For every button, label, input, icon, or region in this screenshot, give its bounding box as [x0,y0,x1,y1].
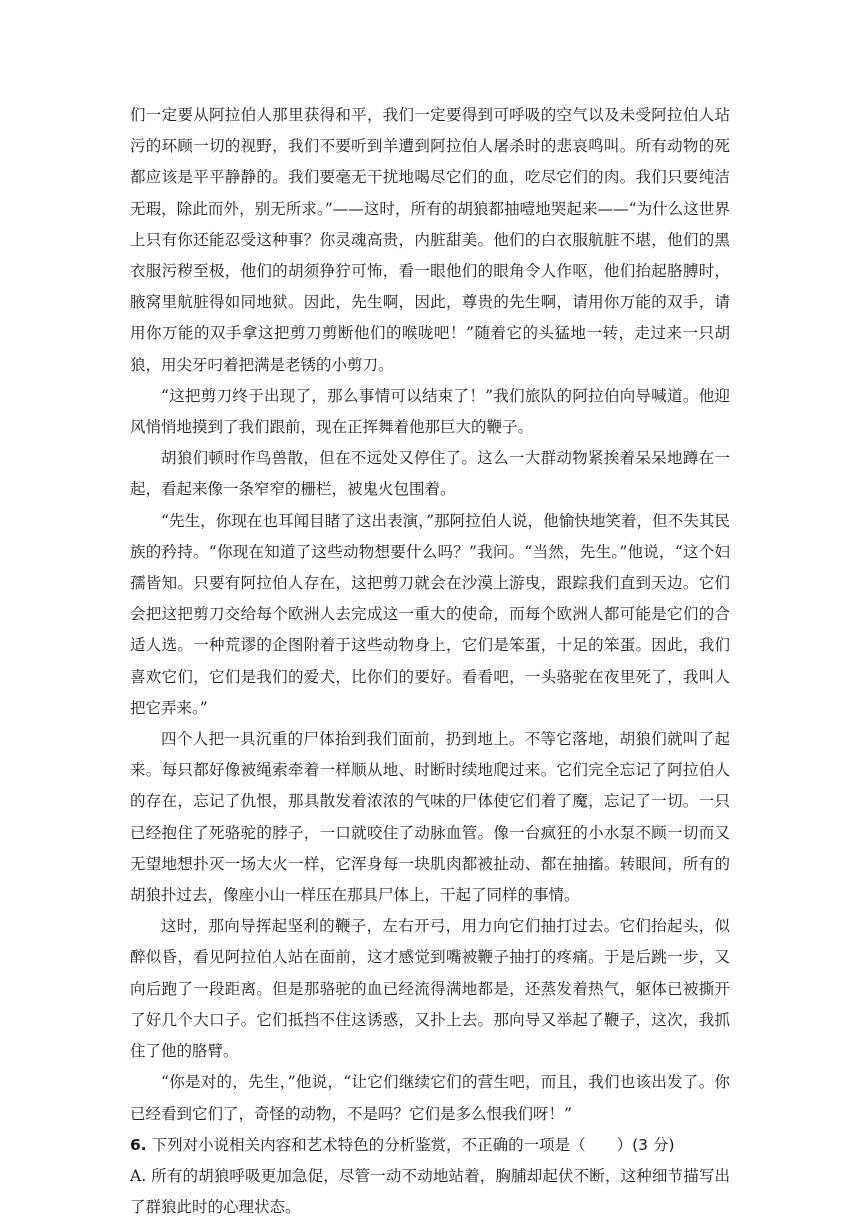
passage-paragraph: 四个人把一具沉重的尸体抬到我们面前，扔到地上。不等它落地，胡狼们就叫了起来。每只都好像被绳索牵着一样顺从地、时断时续地爬过来。它们完全忘记了阿拉伯人的存在，忘记了仇恨，那具散发着浓浓的气味的尸体使它们着了魔，忘记了一切。一只已经抱住了死骆驼的脖子，一口就咬住了动脉血管。像一台疯狂的小水泵不顾一切而又无望地想扑灭一场大火一样，它浑身每一块肌肉都被扯动、都在抽搐。转眼间，所有的胡狼扑过去，像座小山一样压在那具尸体上，干起了同样的事情。 [130,730,730,905]
answer-option-a: A. 所有的胡狼呼吸更加急促，尽管一动不动地站着，胸脯却起伏不断，这种细节描写出了群狼此时的心理状态。 [130,1166,730,1217]
passage-paragraph: 们一定要从阿拉伯人那里获得和平，我们一定要得到可呼吸的空气以及未受阿拉伯人玷污的环顾一切的视野，我们不要听到羊遭到阿拉伯人屠杀时的悲哀鸣叫。所有动物的死都应该是平平静静的。我们要毫无干扰地喝尽它们的血，吃尽它们的肉。我们只要纯洁无瑕，除此而外，别无所求。”——这时，所有的胡狼都抽噎地哭起来——“为什么这世界上只有你还能忍受这种事？你灵魂高贵，内脏甜美。他们的白衣服航脏不堪，他们的黑衣服污秽至极，他们的胡须狰狞可怖，看一眼他们的眼角令人作呕，他们抬起胳膊时，腋窝里航脏得如同地狱。因此，先生啊，因此，尊贵的先生啊，请用你万能的双手，请用你万能的双手拿这把剪刀剪断他们的喉咙吧！”随着它的头猛地一转，走过来一只胡狼，用尖牙叼着把满是老锈的小剪刀。 [130,106,730,374]
passage-paragraph: “先生，你现在也耳闻目睹了这出表演，”那阿拉伯人说，他愉快地笑着，但不失其民族的矜持。“你现在知道了这些动物想要什么吗？”我问。“当然，先生。”他说，“这个妇孺皆知。只要有阿拉伯人存在，这把剪刀就会在沙漠上游曳，跟踪我们直到天边。它们会把这把剪刀交给每个欧洲人去完成这一重大的使命，而每个欧洲人都可能是它们的合适人选。一种荒谬的企图附着于这些动物身上，它们是笨蛋，十足的笨蛋。因此，我们喜欢它们，它们是我们的爱犬，比你们的要好。看看吧，一头骆驼在夜里死了，我叫人把它弄来。” [130,511,730,717]
question-text: 下列对小说相关内容和艺术特色的分析鉴赏，不正确的一项是（ ）(3 分) [146,1135,675,1154]
passage-paragraph: 这时，那向导挥起坚利的鞭子，左右开弓，用力向它们抽打过去。它们抬起头，似醉似昏，看见阿拉伯人站在面前，这才感觉到嘴被鞭子抽打的疼痛。于是后跳一步，又向后跑了一段距离。但是那骆驼的血已经流得满地都是，还蒸发着热气，躯体已被撕开了好几个大口子。它们抵挡不住这诱惑，又扑上去。那向导又举起了鞭子，这次，我抓住了他的胳臂。 [130,917,730,1061]
passage-paragraph: “你是对的，先生，”他说，“让它们继续它们的营生吧，而且，我们也该出发了。你已经看到它们了，奇怪的动物，不是吗？它们是多么恨我们呀！” [130,1073,730,1123]
document-page [130,100,730,1223]
question-stem [130,1130,730,1161]
passage-paragraph: “这把剪刀终于出现了，那么事情可以结束了！”我们旅队的阿拉伯向导喊道。他迎风悄悄地摸到了我们跟前，现在正挥舞着他那巨大的鞭子。 [130,386,730,437]
question-number: 6. [130,1135,147,1154]
reading-passage [130,100,730,1130]
passage-paragraph: 胡狼们顿时作鸟兽散，但在不远处又停住了。这么一大群动物紧挨着呆呆地蹲在一起，看起来像一条窄窄的栅栏，被鬼火包围着。 [130,449,730,499]
